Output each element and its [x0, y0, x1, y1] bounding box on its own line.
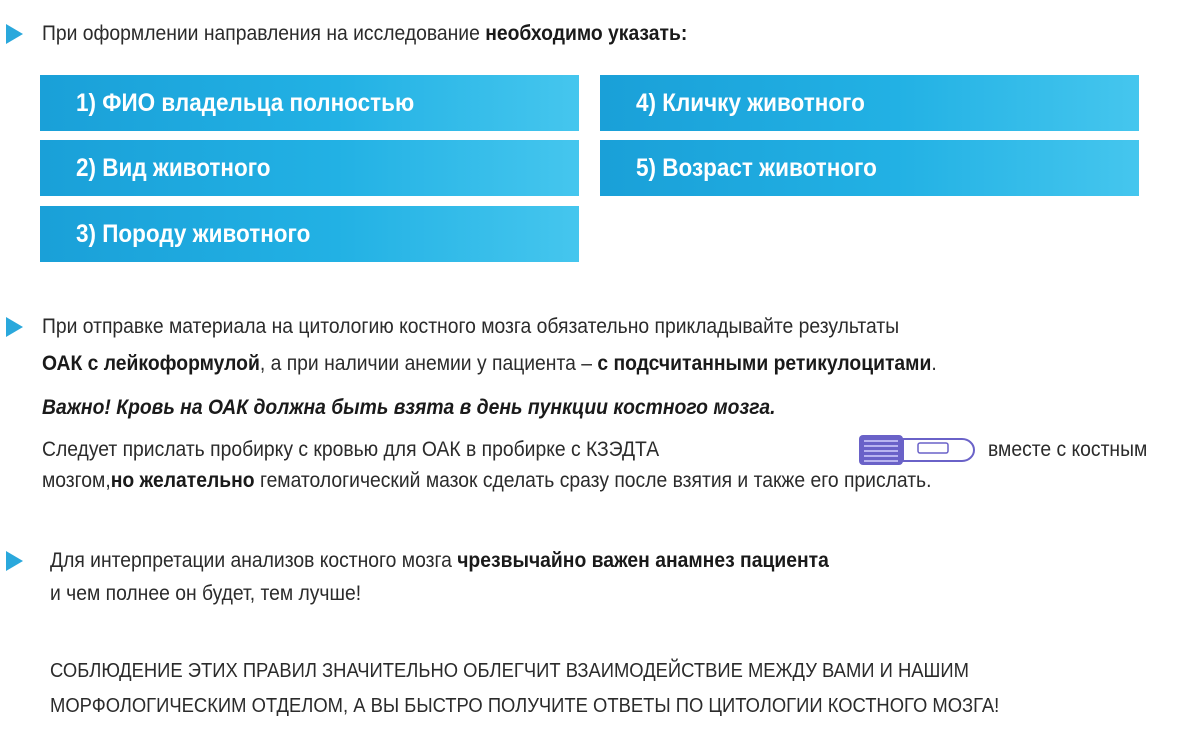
section1-intro: [42, 21, 687, 47]
bullet-arrow-icon: [6, 551, 23, 571]
section2-line-2: [42, 351, 937, 377]
section2-line-2-text: , а при наличии анемии у пациента –: [259, 352, 598, 375]
closing-line-1: СОБЛЮДЕНИЕ ЭТИХ ПРАВИЛ ЗНАЧИТЕЛЬНО ОБЛЕГЧИТ ВЗАИМОДЕЙСТВИЕ МЕЖДУ ВАМИ И НАШИМ: [50, 660, 969, 682]
required-item-1: [40, 75, 579, 131]
section2-line-5-end: гематологический мазок сделать сразу после взятия и также его прислать.: [254, 469, 932, 492]
required-item-5-label: 5) Возраст животного: [636, 153, 877, 182]
section1-intro-text: При оформлении направления на исследование: [42, 22, 486, 45]
section2-line-5-start: мозгом,: [42, 469, 111, 492]
required-item-5: [600, 140, 1139, 196]
closing-line-2: МОРФОЛОГИЧЕСКИМ ОТДЕЛОМ, А ВЫ БЫСТРО ПОЛУЧИТЕ ОТВЕТЫ ПО ЦИТОЛОГИИ КОСТНОГО МОЗГА!: [50, 695, 1000, 717]
bullet-arrow-icon: [6, 317, 23, 337]
section2-line-2-end: .: [931, 352, 937, 375]
reticulocytes-emphasis: с подсчитанными ретикулоцитами: [597, 352, 932, 375]
section2-line-4-end: вместе с костным: [988, 438, 1148, 461]
section2-line-5: [42, 468, 931, 494]
bullet-arrow-icon: [6, 24, 23, 44]
required-item-1-label: 1) ФИО владельца полностью: [76, 88, 415, 117]
preferably-emphasis: но желательно: [110, 469, 255, 492]
anamnesis-emphasis: чрезвычайно важен анамнез пациента: [457, 549, 829, 572]
edta-tube-icon: [858, 433, 976, 467]
section3-line-1-text: Для интерпретации анализов костного мозга: [50, 549, 458, 572]
required-item-2: [40, 140, 579, 196]
section3-line-1: [50, 548, 829, 574]
important-note: Важно! Кровь на ОАК должна быть взята в день пункции костного мозга.: [42, 396, 776, 419]
required-item-4-label: 4) Кличку животного: [636, 88, 865, 117]
required-item-3-label: 3) Породу животного: [76, 219, 311, 248]
section2-line-1: При отправке материала на цитологию костного мозга обязательно прикладывайте результаты: [42, 315, 900, 338]
required-item-2-label: 2) Вид животного: [76, 153, 271, 182]
cbc-emphasis: ОАК с лейкоформулой: [42, 352, 260, 375]
section3-line-2: и чем полнее он будет, тем лучше!: [50, 582, 362, 605]
required-item-4: [600, 75, 1139, 131]
required-item-3: [40, 206, 579, 262]
section1-intro-emphasis: необходимо указать:: [485, 22, 688, 45]
section2-line-4-start: Следует прислать пробирку с кровью для ОАК в пробирке с КЗЭДТА: [42, 438, 660, 461]
